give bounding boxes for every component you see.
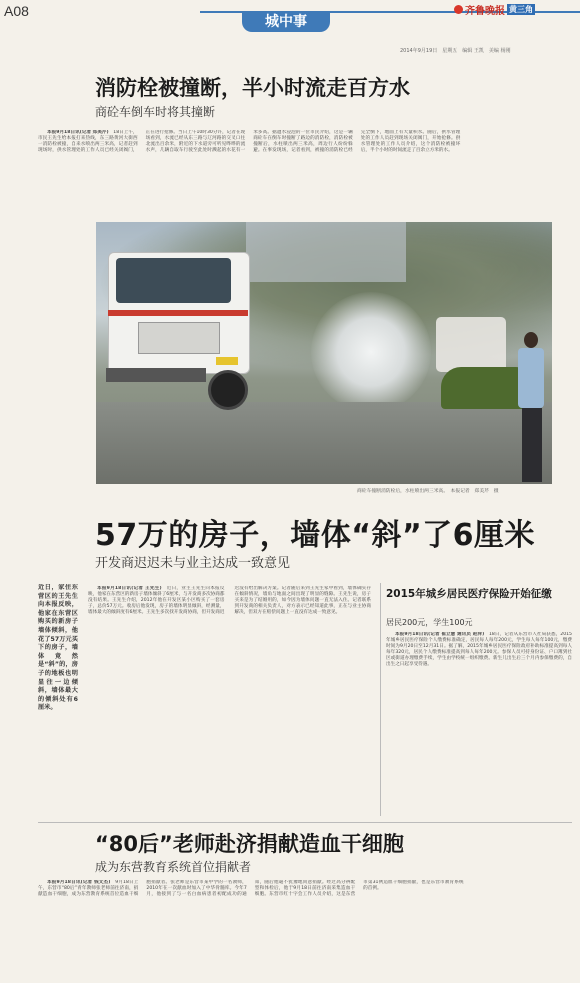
mixer-truck [108, 252, 258, 412]
second-truck [436, 317, 506, 372]
article1-body [38, 130, 568, 220]
article4-body [38, 880, 572, 980]
news-photo [96, 222, 552, 484]
page-header [0, 0, 580, 54]
series-tag: 黄三角 [509, 5, 533, 14]
article2-body [88, 586, 371, 818]
article1-subtitle: 商砼车倒车时将其撞断 [95, 105, 216, 119]
truck-grille [138, 322, 220, 354]
article3-subtitle: 居民200元，学生100元 [386, 618, 473, 627]
article2-sidebar [38, 584, 78, 714]
article3-left-rule [380, 583, 381, 816]
truck-bumper [106, 368, 206, 382]
truck-windshield [116, 258, 231, 303]
article3-text: 18日，记者从东营市人社局获悉，2015年城乡居民医疗保险个人缴费标准确定，居民每人每年200元，学生每人每年100元，缴费时间为9月20日至12月31日。据了解，2015年城乡居民医疗保险政府补助标准提高到每人每年320元，居民个人缴费标准提高到每人每年200元。参保人员可持身份证、户口簿到社区或街道办理缴费手续，学生由学校统一组织缴费。新生儿出生后三个月内参保缴费的，自出生之日起享受待遇。 [386, 632, 572, 668]
page-code: A08 [4, 3, 29, 19]
article1-byline: 本报9月18日讯(记者 郑美芹) [47, 130, 109, 135]
truck-wheel [208, 370, 248, 410]
paper-name: 齐鲁晚报 [465, 6, 505, 17]
article2-subtitle: 开发商迟迟未与业主达成一致意见 [95, 556, 291, 571]
article4-byline: 本报9月18日讯(记者 钱文杰) [47, 880, 111, 885]
article3-body [386, 632, 572, 818]
worker-figure [514, 332, 548, 482]
article2-text: 近日，业主王先生向本报反映，他家在东营区的新房子墙体倾斜了6厘米，与开发商多次协商都没有结果。王先生介绍，2012年他在开发区某小区购买了一套房子，总价57万元。收房后他发现，房子的墙体明显倾斜，经测量，墙体最大的倾斜度有6厘米。王先生多次找开发商协商，但开发商迟迟没有给出解决方案。记者随后来到王先生家中看到，墙体确实存在倾斜情况，墙角与地面之间出现了明显的缝隙。王先生说，房子买来是为了结婚用的，如今因为墙体问题一直无法入住。记者联系到开发商的相关负责人，对方表示已经知道此事，正在与业主协商解决，但双方在赔偿问题上一直没有达成一致意见。 [88, 586, 371, 616]
meta-line: 2014年9月19日 星期五 编辑 王凯 美编 杨刚 [400, 48, 511, 54]
article3-byline: 本报9月18日讯(记者 崔立慧 通讯员 赵萍) [395, 632, 485, 637]
wet-road [96, 402, 552, 484]
sun-icon [454, 5, 463, 14]
worker-shirt [518, 348, 544, 408]
truck-red-stripe [108, 310, 248, 316]
article1-text: 18日上午，市民王先生给本报打来热线，东三路黄河大街西一消防栓被撞，自来水喷出两三米高，记者赶到现场时，供水管理处的工作人员已经关闭阀门，正在进行抢修。当日上午10时30分许，记者在现场看到，水流已经从东三路与辽河路的交叉口往北流出百余米，附近的下水道旁可听见哗哗的流水声，几辆自取车行驶至此处时溅起的水花有一米多高。据遭水浸泡的一位市民介绍，这是一辆商砼车在倒车时撞断了路边的消防栓，消防栓被撞断后，水柱喷出两三米高，周边行人纷纷躲避。在事发现场，记者看到，被撞的消防栓已经完全倒下，地面上有大量积水。随后，供水管理处的工作人员赶到现场关闭阀门，开始抢修。供水管理处的工作人员介绍，这个消防栓被撞坏后，半个小时的时间流走了百余立方米的水。 [38, 130, 461, 154]
article4-text: 9月18日上午，东营市“80后”青年教师张老师前往济南，捐献造血干细胞，成为东营教育系统首位造血干细胞捐献者。张老师是东营市某中学的一名教师，2010年在一次献血时加入了中华骨髓库。今年7月，他接到了与一名白血病患者初配成功的通知，随后他毫不犹豫地同意捐献。经过高分辨配型和体检后，他于9月18日前往济南采集造血干细胞。东营市红十字会工作人员介绍，这是东营市第31例造血干细胞捐献，也是东营市教育系统的首例。 [38, 880, 464, 898]
article1-title: 消防栓被撞断，半小时流走百方水 [95, 76, 410, 100]
photo-caption: 商砼车撞断消防栓后，水柱喷出两三米高。 本报记者 郑美芹 摄 [357, 489, 499, 494]
building [246, 222, 406, 282]
worker-pants [522, 408, 542, 482]
paper-logo [454, 3, 535, 16]
truck-plate [216, 357, 238, 365]
section-title: 城中事 [265, 14, 307, 30]
section-tab [242, 12, 330, 32]
article2-byline: 本报9月18日讯(记者 王先生) [97, 586, 162, 591]
article3-title [386, 588, 556, 601]
article4-subtitle: 成为东营教育系统首位捐献者 [95, 860, 252, 874]
article4-top-rule [38, 822, 572, 823]
worker-head [524, 332, 538, 348]
sidebar-text: 近日，家住东营区的王先生向本报反映，他家在东营区购买的新房子墙体倾斜，他花了57万元买下的房子，墙体竟然是“斜”的，房子的地板也明显往一边倾斜，墙体最大的倾斜处有6厘米。 [38, 584, 78, 712]
water-spray [311, 292, 431, 412]
article3-title-text: 2015年城乡居民医疗保险开始征缴 [386, 588, 552, 600]
article2-title: 57万的房子，墙体“斜”了6厘米 [95, 518, 536, 553]
article4-title: “80后”老师赴济捐献造血干细胞 [95, 832, 404, 856]
